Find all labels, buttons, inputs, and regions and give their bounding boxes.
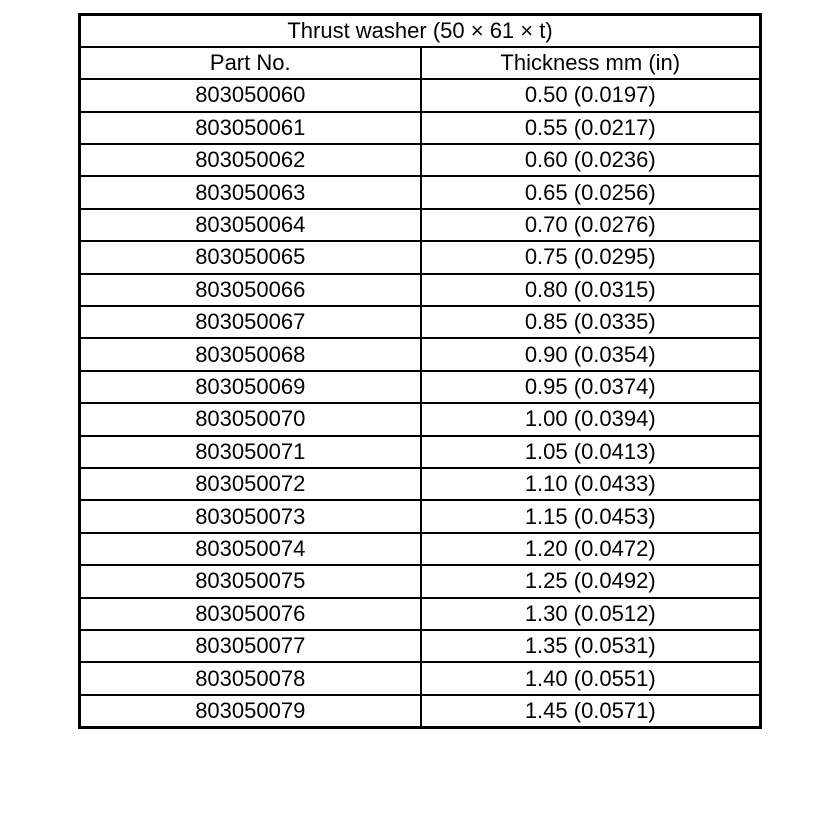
part-number-cell: 803050075 <box>80 565 421 597</box>
thickness-cell: 1.00 (0.0394) <box>421 403 761 435</box>
table-row <box>80 695 761 727</box>
part-number-cell: 803050067 <box>80 306 421 338</box>
thickness-cell: 0.85 (0.0335) <box>421 306 761 338</box>
table-row <box>80 468 761 500</box>
thickness-cell: 0.65 (0.0256) <box>421 176 761 208</box>
thickness-cell: 0.75 (0.0295) <box>421 241 761 273</box>
thickness-cell: 1.25 (0.0492) <box>421 565 761 597</box>
table-title: Thrust washer (50 × 61 × t) <box>80 15 761 47</box>
table-row <box>80 436 761 468</box>
thickness-cell: 0.60 (0.0236) <box>421 144 761 176</box>
thickness-cell: 0.90 (0.0354) <box>421 338 761 370</box>
table-row <box>80 403 761 435</box>
table-row <box>80 533 761 565</box>
thickness-cell: 1.45 (0.0571) <box>421 695 761 727</box>
part-number-cell: 803050065 <box>80 241 421 273</box>
table-row <box>80 338 761 370</box>
part-number-cell: 803050076 <box>80 598 421 630</box>
column-header-part-no: Part No. <box>80 47 421 79</box>
part-number-cell: 803050071 <box>80 436 421 468</box>
table-row <box>80 144 761 176</box>
thickness-cell: 1.20 (0.0472) <box>421 533 761 565</box>
table-row <box>80 209 761 241</box>
part-number-cell: 803050078 <box>80 662 421 694</box>
thickness-cell: 1.30 (0.0512) <box>421 598 761 630</box>
thickness-cell: 0.70 (0.0276) <box>421 209 761 241</box>
part-number-cell: 803050073 <box>80 500 421 532</box>
thickness-cell: 1.10 (0.0433) <box>421 468 761 500</box>
thickness-cell: 0.55 (0.0217) <box>421 112 761 144</box>
table-row <box>80 630 761 662</box>
thickness-cell: 1.40 (0.0551) <box>421 662 761 694</box>
part-number-cell: 803050077 <box>80 630 421 662</box>
part-number-cell: 803050063 <box>80 176 421 208</box>
part-number-cell: 803050062 <box>80 144 421 176</box>
table-body <box>80 79 761 727</box>
thickness-cell: 0.50 (0.0197) <box>421 79 761 111</box>
thickness-cell: 0.95 (0.0374) <box>421 371 761 403</box>
table-row <box>80 371 761 403</box>
thickness-cell: 1.35 (0.0531) <box>421 630 761 662</box>
table-row <box>80 241 761 273</box>
table-row <box>80 306 761 338</box>
table-row <box>80 565 761 597</box>
part-number-cell: 803050064 <box>80 209 421 241</box>
part-number-cell: 803050070 <box>80 403 421 435</box>
table-header-row <box>80 47 761 79</box>
table-row <box>80 274 761 306</box>
table-row <box>80 500 761 532</box>
table-row <box>80 79 761 111</box>
part-number-cell: 803050061 <box>80 112 421 144</box>
part-number-cell: 803050079 <box>80 695 421 727</box>
part-number-cell: 803050074 <box>80 533 421 565</box>
table-row <box>80 662 761 694</box>
thickness-cell: 1.15 (0.0453) <box>421 500 761 532</box>
thickness-cell: 0.80 (0.0315) <box>421 274 761 306</box>
part-number-cell: 803050069 <box>80 371 421 403</box>
column-header-thickness: Thickness mm (in) <box>421 47 761 79</box>
thrust-washer-table <box>78 13 762 729</box>
part-number-cell: 803050072 <box>80 468 421 500</box>
part-number-cell: 803050060 <box>80 79 421 111</box>
table-title-row <box>80 15 761 47</box>
table-row <box>80 176 761 208</box>
part-number-cell: 803050066 <box>80 274 421 306</box>
thrust-washer-table-container <box>78 13 759 729</box>
table-row <box>80 598 761 630</box>
part-number-cell: 803050068 <box>80 338 421 370</box>
table-row <box>80 112 761 144</box>
thickness-cell: 1.05 (0.0413) <box>421 436 761 468</box>
